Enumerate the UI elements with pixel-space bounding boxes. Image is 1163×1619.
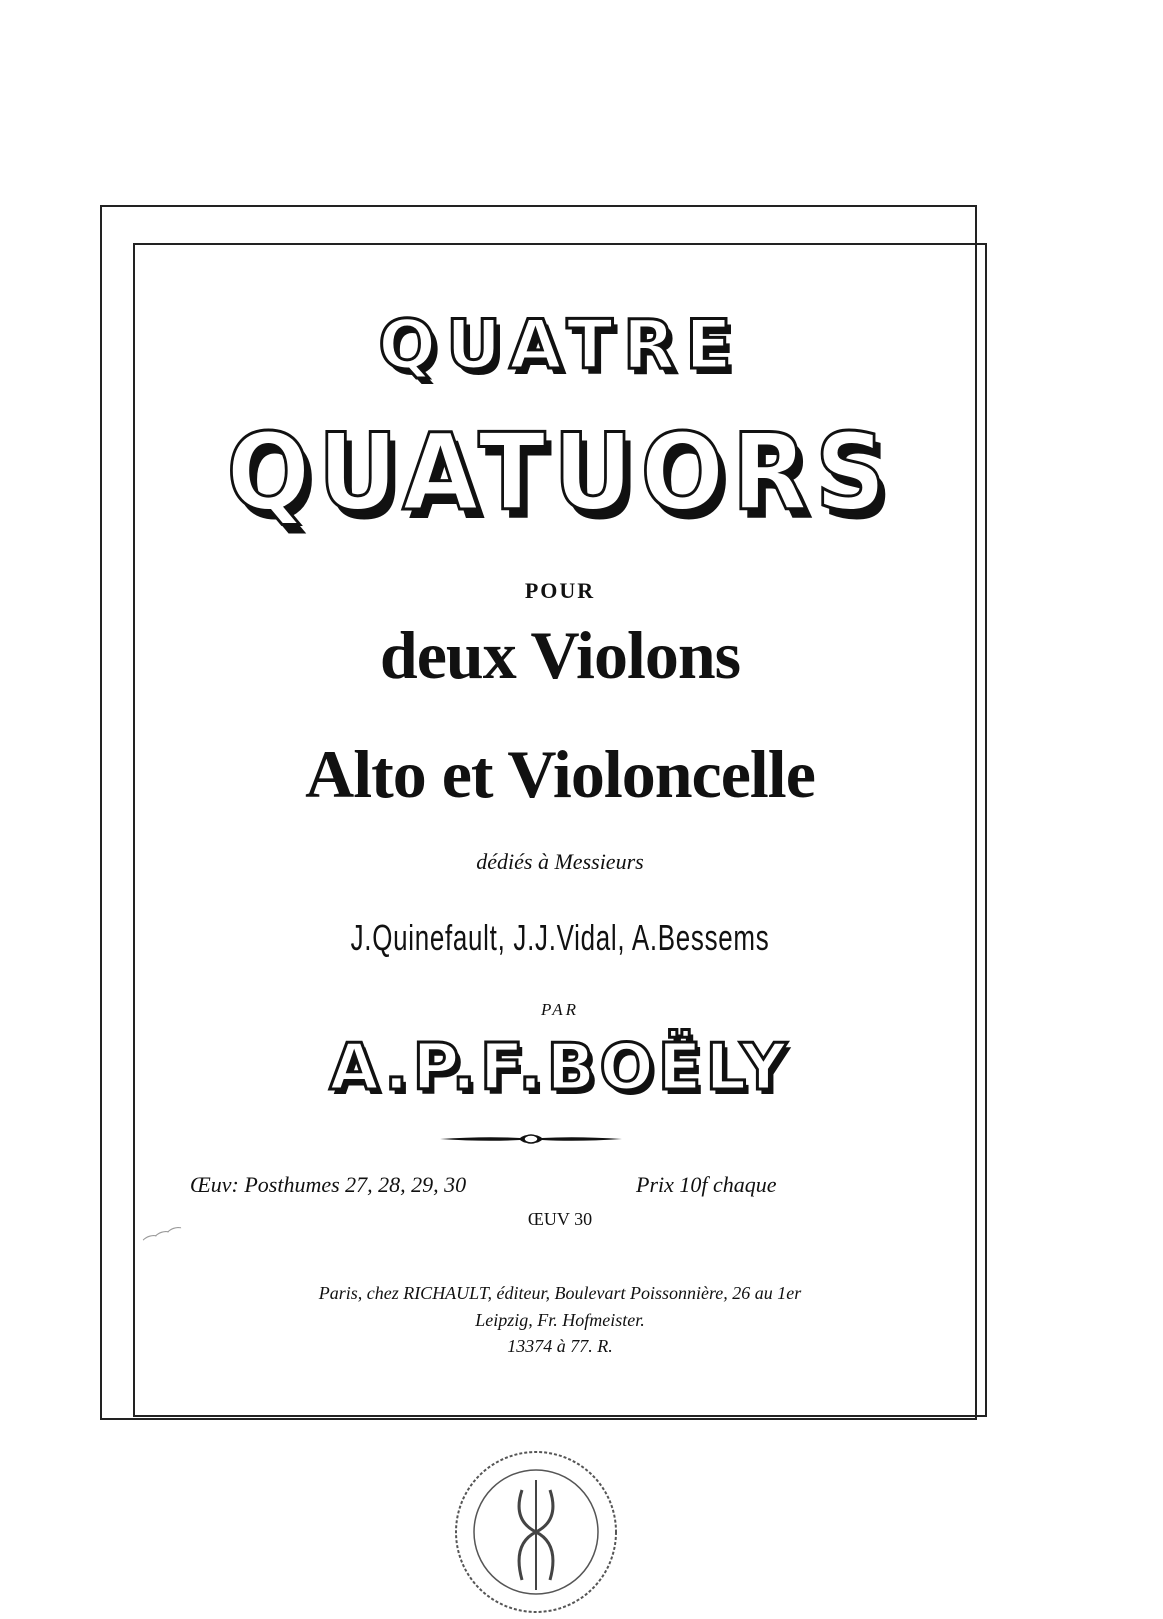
posthumous-works: Œuv: Posthumes 27, 28, 29, 30	[190, 1172, 467, 1197]
title-line-2: QUATUORS	[226, 411, 894, 534]
publisher-paris: Paris, chez RICHAULT, éditeur, Boulevart Poissonnière, 26 au 1er	[318, 1283, 802, 1303]
dedicatee-names: J.Quinefault, J.J.Vidal, A.Bessems	[350, 917, 770, 958]
instruments-line-1: deux Violons	[379, 617, 741, 693]
price: Prix 10f chaque	[636, 1172, 777, 1197]
composer-name: A.P.F.BOËLY	[329, 1031, 791, 1105]
dedication-intro: dédiés à Messieurs	[476, 849, 644, 874]
instruments-line-2: Alto et Violoncelle	[305, 736, 815, 812]
handwritten-mark: ⁔⁔⁔	[138, 1210, 181, 1241]
publisher-leipzig: Leipzig, Fr. Hofmeister.	[475, 1310, 645, 1330]
title-line-1: QUATRE	[378, 306, 742, 385]
opus-number: ŒUV 30	[527, 1209, 593, 1229]
library-seal-icon	[452, 1440, 620, 1619]
plate-number: 13374 à 77. R.	[507, 1336, 613, 1356]
for-label: POUR	[524, 578, 596, 603]
by-label: PAR	[541, 1000, 579, 1019]
ornament-divider	[440, 1128, 622, 1150]
